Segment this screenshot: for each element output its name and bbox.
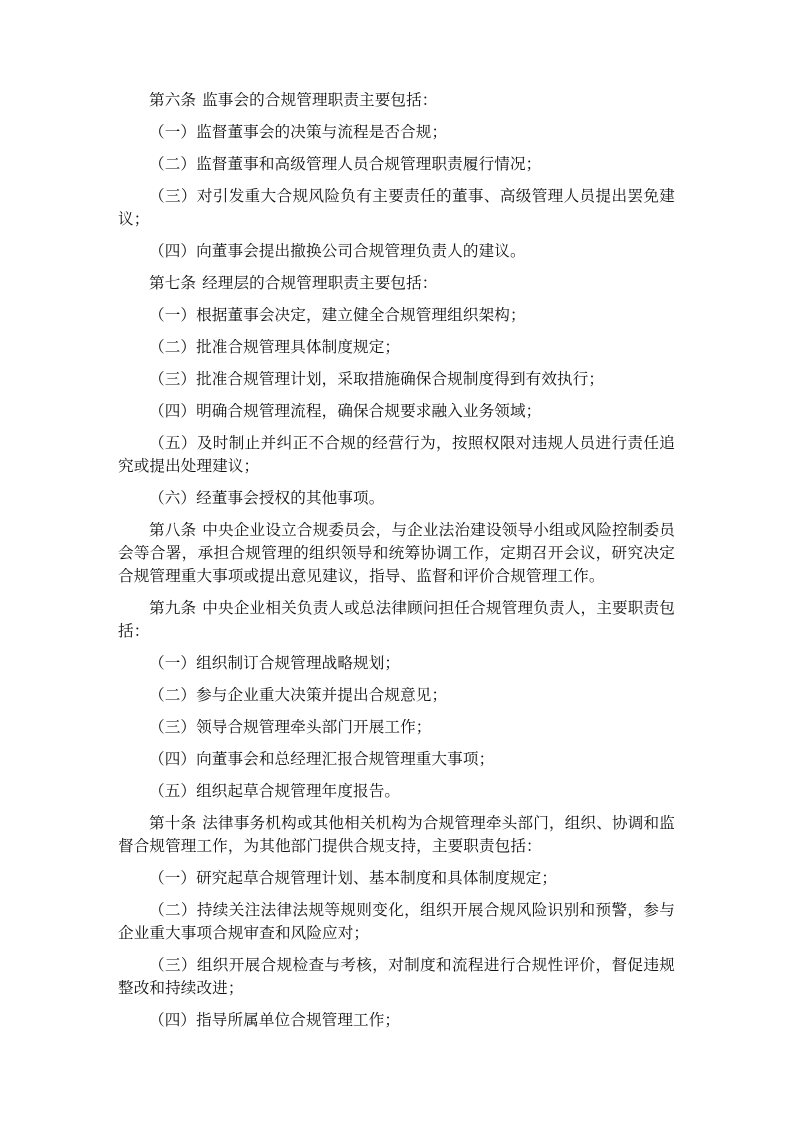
clause-paragraph [118, 1009, 675, 1032]
paragraph-text: （二）持续关注法律法规等规则变化，组织开展合规风险识别和预警，参与企业重大事项合规审查和风险应对； [118, 901, 675, 942]
article-paragraph [118, 89, 675, 112]
clause-paragraph [118, 432, 675, 478]
paragraph-text: （三）领导合规管理牵头部门开展工作； [149, 718, 432, 736]
article-number: 第十条 [149, 814, 197, 832]
article-paragraph [118, 272, 675, 295]
article-number: 第七条 [149, 274, 197, 292]
paragraph-text: 经理层的合规管理职责主要包括： [202, 274, 438, 292]
paragraph-text: （五）组织起草合规管理年度报告。 [149, 782, 401, 800]
paragraph-text: 中央企业设立合规委员会，与企业法治建设领导小组或风险控制委员会等合署，承担合规管理的组织领导和统筹协调工作，定期召开会议，研究决定合规管理重大事项或提出意见建议，指导、监督和评价合规管理工作。 [118, 521, 675, 585]
paragraph-text: （六）经董事会授权的其他事项。 [149, 489, 385, 507]
paragraph-text: （一）研究起草合规管理计划、基本制度和具体制度规定； [149, 869, 558, 887]
clause-paragraph [118, 153, 675, 176]
clause-paragraph [118, 780, 675, 803]
clause-paragraph [118, 487, 675, 510]
clause-paragraph [118, 185, 675, 231]
paragraph-text: （四）指导所属单位合规管理工作； [149, 1011, 401, 1029]
clause-paragraph [118, 368, 675, 391]
clause-paragraph [118, 400, 675, 423]
clause-paragraph [118, 304, 675, 327]
clause-paragraph [118, 867, 675, 890]
paragraph-text: （三）对引发重大合规风险负有主要责任的董事、高级管理人员提出罢免建议； [118, 187, 675, 228]
clause-paragraph [118, 684, 675, 707]
paragraph-text: 中央企业相关负责人或总法律顾问担任合规管理负责人，主要职责包括： [118, 599, 675, 640]
article-number: 第九条 [149, 599, 197, 617]
clause-paragraph [118, 899, 675, 945]
clause-paragraph [118, 748, 675, 771]
paragraph-text: （五）及时制止并纠正不合规的经营行为，按照权限对违规人员进行责任追究或提出处理建议； [118, 434, 675, 475]
article-number: 第六条 [149, 91, 197, 109]
paragraph-text: （二）参与企业重大决策并提出合规意见； [149, 686, 448, 704]
article-number: 第八条 [149, 521, 197, 539]
paragraph-text: （一）监督董事会的决策与流程是否合规； [149, 123, 448, 141]
paragraph-text: （二）批准合规管理具体制度规定； [149, 338, 401, 356]
paragraph-text: （一）根据董事会决定，建立健全合规管理组织架构； [149, 306, 526, 324]
clause-paragraph [118, 954, 675, 1000]
article-paragraph [118, 519, 675, 588]
document-page [118, 89, 675, 1041]
paragraph-text: （三）组织开展合规检查与考核，对制度和流程进行合规性评价，督促违规整改和持续改进； [118, 956, 675, 997]
paragraph-text: （四）向董事会和总经理汇报合规管理重大事项； [149, 750, 495, 768]
paragraph-text: 监事会的合规管理职责主要包括： [202, 91, 438, 109]
clause-paragraph [118, 652, 675, 675]
paragraph-text: 法律事务机构或其他相关机构为合规管理牵头部门，组织、协调和监督合规管理工作，为其他部门提供合规支持，主要职责包括： [118, 814, 675, 855]
clause-paragraph [118, 121, 675, 144]
article-paragraph [118, 812, 675, 858]
clause-paragraph [118, 336, 675, 359]
paragraph-text: （二）监督董事和高级管理人员合规管理职责履行情况； [149, 155, 542, 173]
paragraph-text: （三）批准合规管理计划，采取措施确保合规制度得到有效执行； [149, 370, 605, 388]
paragraph-text: （一）组织制订合规管理战略规划； [149, 654, 401, 672]
paragraph-text: （四）向董事会提出撤换公司合规管理负责人的建议。 [149, 242, 526, 260]
clause-paragraph [118, 716, 675, 739]
paragraph-text: （四）明确合规管理流程，确保合规要求融入业务领域； [149, 402, 542, 420]
article-paragraph [118, 597, 675, 643]
clause-paragraph [118, 240, 675, 263]
